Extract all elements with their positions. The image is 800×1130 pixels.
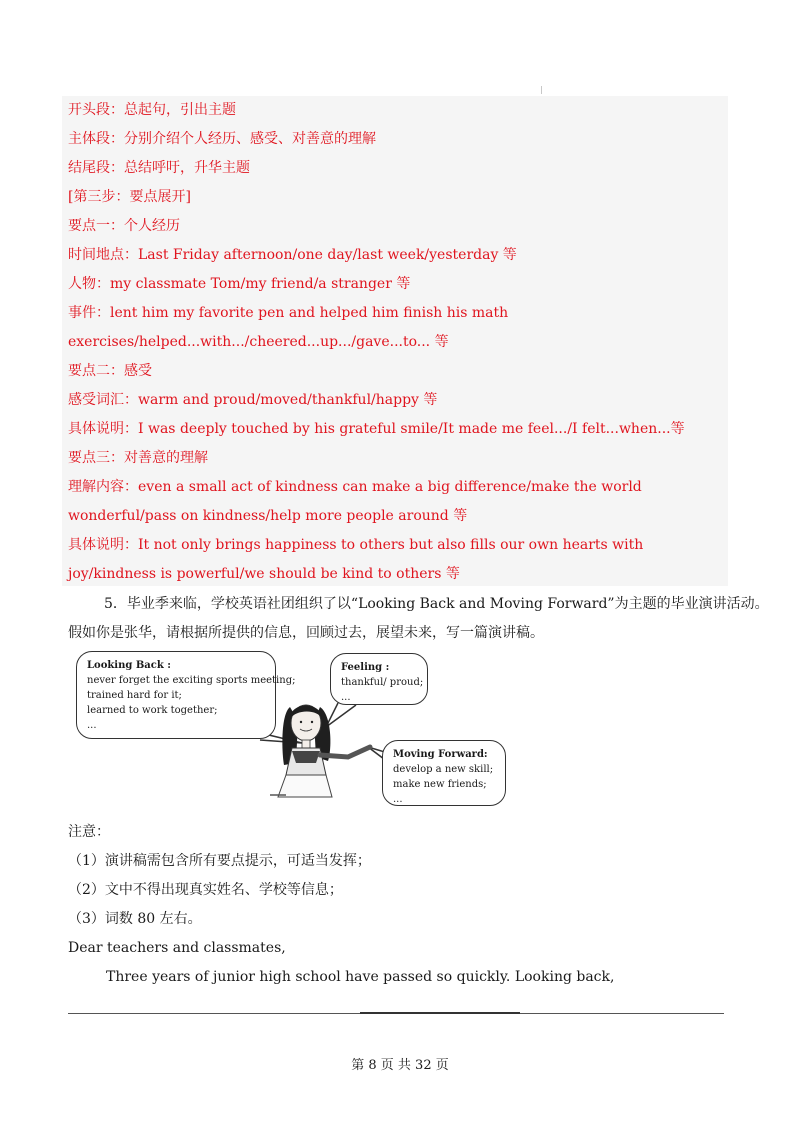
answer-line: 感受词汇：warm and proud/moved/thankful/happy 等 [68,392,438,408]
note-item: （3）词数 80 左右。 [68,911,202,927]
notes-title: 注意： [68,824,110,840]
answer-line: 主体段：分别介绍个人经历、感受、对善意的理解 [68,131,376,147]
question-task: 假如你是张华，请根据所提供的信息，回顾过去，展望未来，写一篇演讲稿。 [68,625,544,641]
bubble-line: trained hard for it; [87,690,182,701]
answer-line: [第三步：要点展开] [68,189,191,205]
letter-greeting: Dear teachers and classmates, [68,940,286,956]
page-number: 第 8 页 共 32 页 [351,1058,449,1073]
question-intro: 5．毕业季来临，学校英语社团组织了以“Looking Back and Moving Forward”为主题的毕业演讲活动。 [104,596,769,612]
feeling-bubble [330,653,428,705]
answer-line: 具体说明：It not only brings happiness to others but also fills our own hearts with joy/kindness is powerful/we should be kind to others 等 [68,537,644,582]
bubble-line: develop a new skill; [393,764,494,775]
bubble-line: ... [393,794,403,805]
bubble-line: ... [341,692,351,703]
bubble-line: ... [87,720,97,731]
answer-line: 人物：my classmate Tom/my friend/a stranger 等 [68,276,411,292]
answer-line: 时间地点：Last Friday afternoon/one day/last week/yesterday 等 [68,247,517,263]
answer-line: 理解内容：even a small act of kindness can make a big difference/make the world wonderful/pass on kindness/help more people around 等 [68,479,642,524]
bubble-title: Moving Forward: [393,749,488,760]
note-item: （1）演讲稿需包含所有要点提示，可适当发挥； [68,853,371,869]
answer-line: 事件：lent him my favorite pen and helped him finish his math exercises/helped...with.../cheered...up.../gave...to... 等 [68,305,509,350]
girl-figure [270,705,370,797]
answer-line: 要点三：对善意的理解 [68,450,208,466]
bubble-title: Looking Back : [87,660,171,671]
answer-line: 开头段：总起句，引出主题 [68,102,236,118]
answer-line: 具体说明：I was deeply touched by his grateful smile/It made me feel.../I felt...when...等 [68,421,685,437]
answer-line: 要点二：感受 [68,363,152,379]
bubble-line: learned to work together; [87,705,218,716]
letter-opening: Three years of junior high school have passed so quickly. Looking back, [106,969,615,985]
answer-line: 要点一：个人经历 [68,218,180,234]
bubble-title: Feeling : [341,662,390,673]
bubble-line: make new friends; [393,779,487,790]
scan-mark [541,86,542,94]
moving-forward-bubble [382,740,506,806]
bubble-line: thankful/ proud; [341,677,424,688]
answer-line-rule-accent [360,1012,520,1014]
bubble-tail [326,703,356,727]
answer-line: 结尾段：总结呼吁，升华主题 [68,160,250,176]
looking-back-bubble [76,651,296,739]
bubble-line: never forget the exciting sports meeting; [87,675,296,686]
note-item: （2）文中不得出现真实姓名、学校等信息； [68,882,343,898]
